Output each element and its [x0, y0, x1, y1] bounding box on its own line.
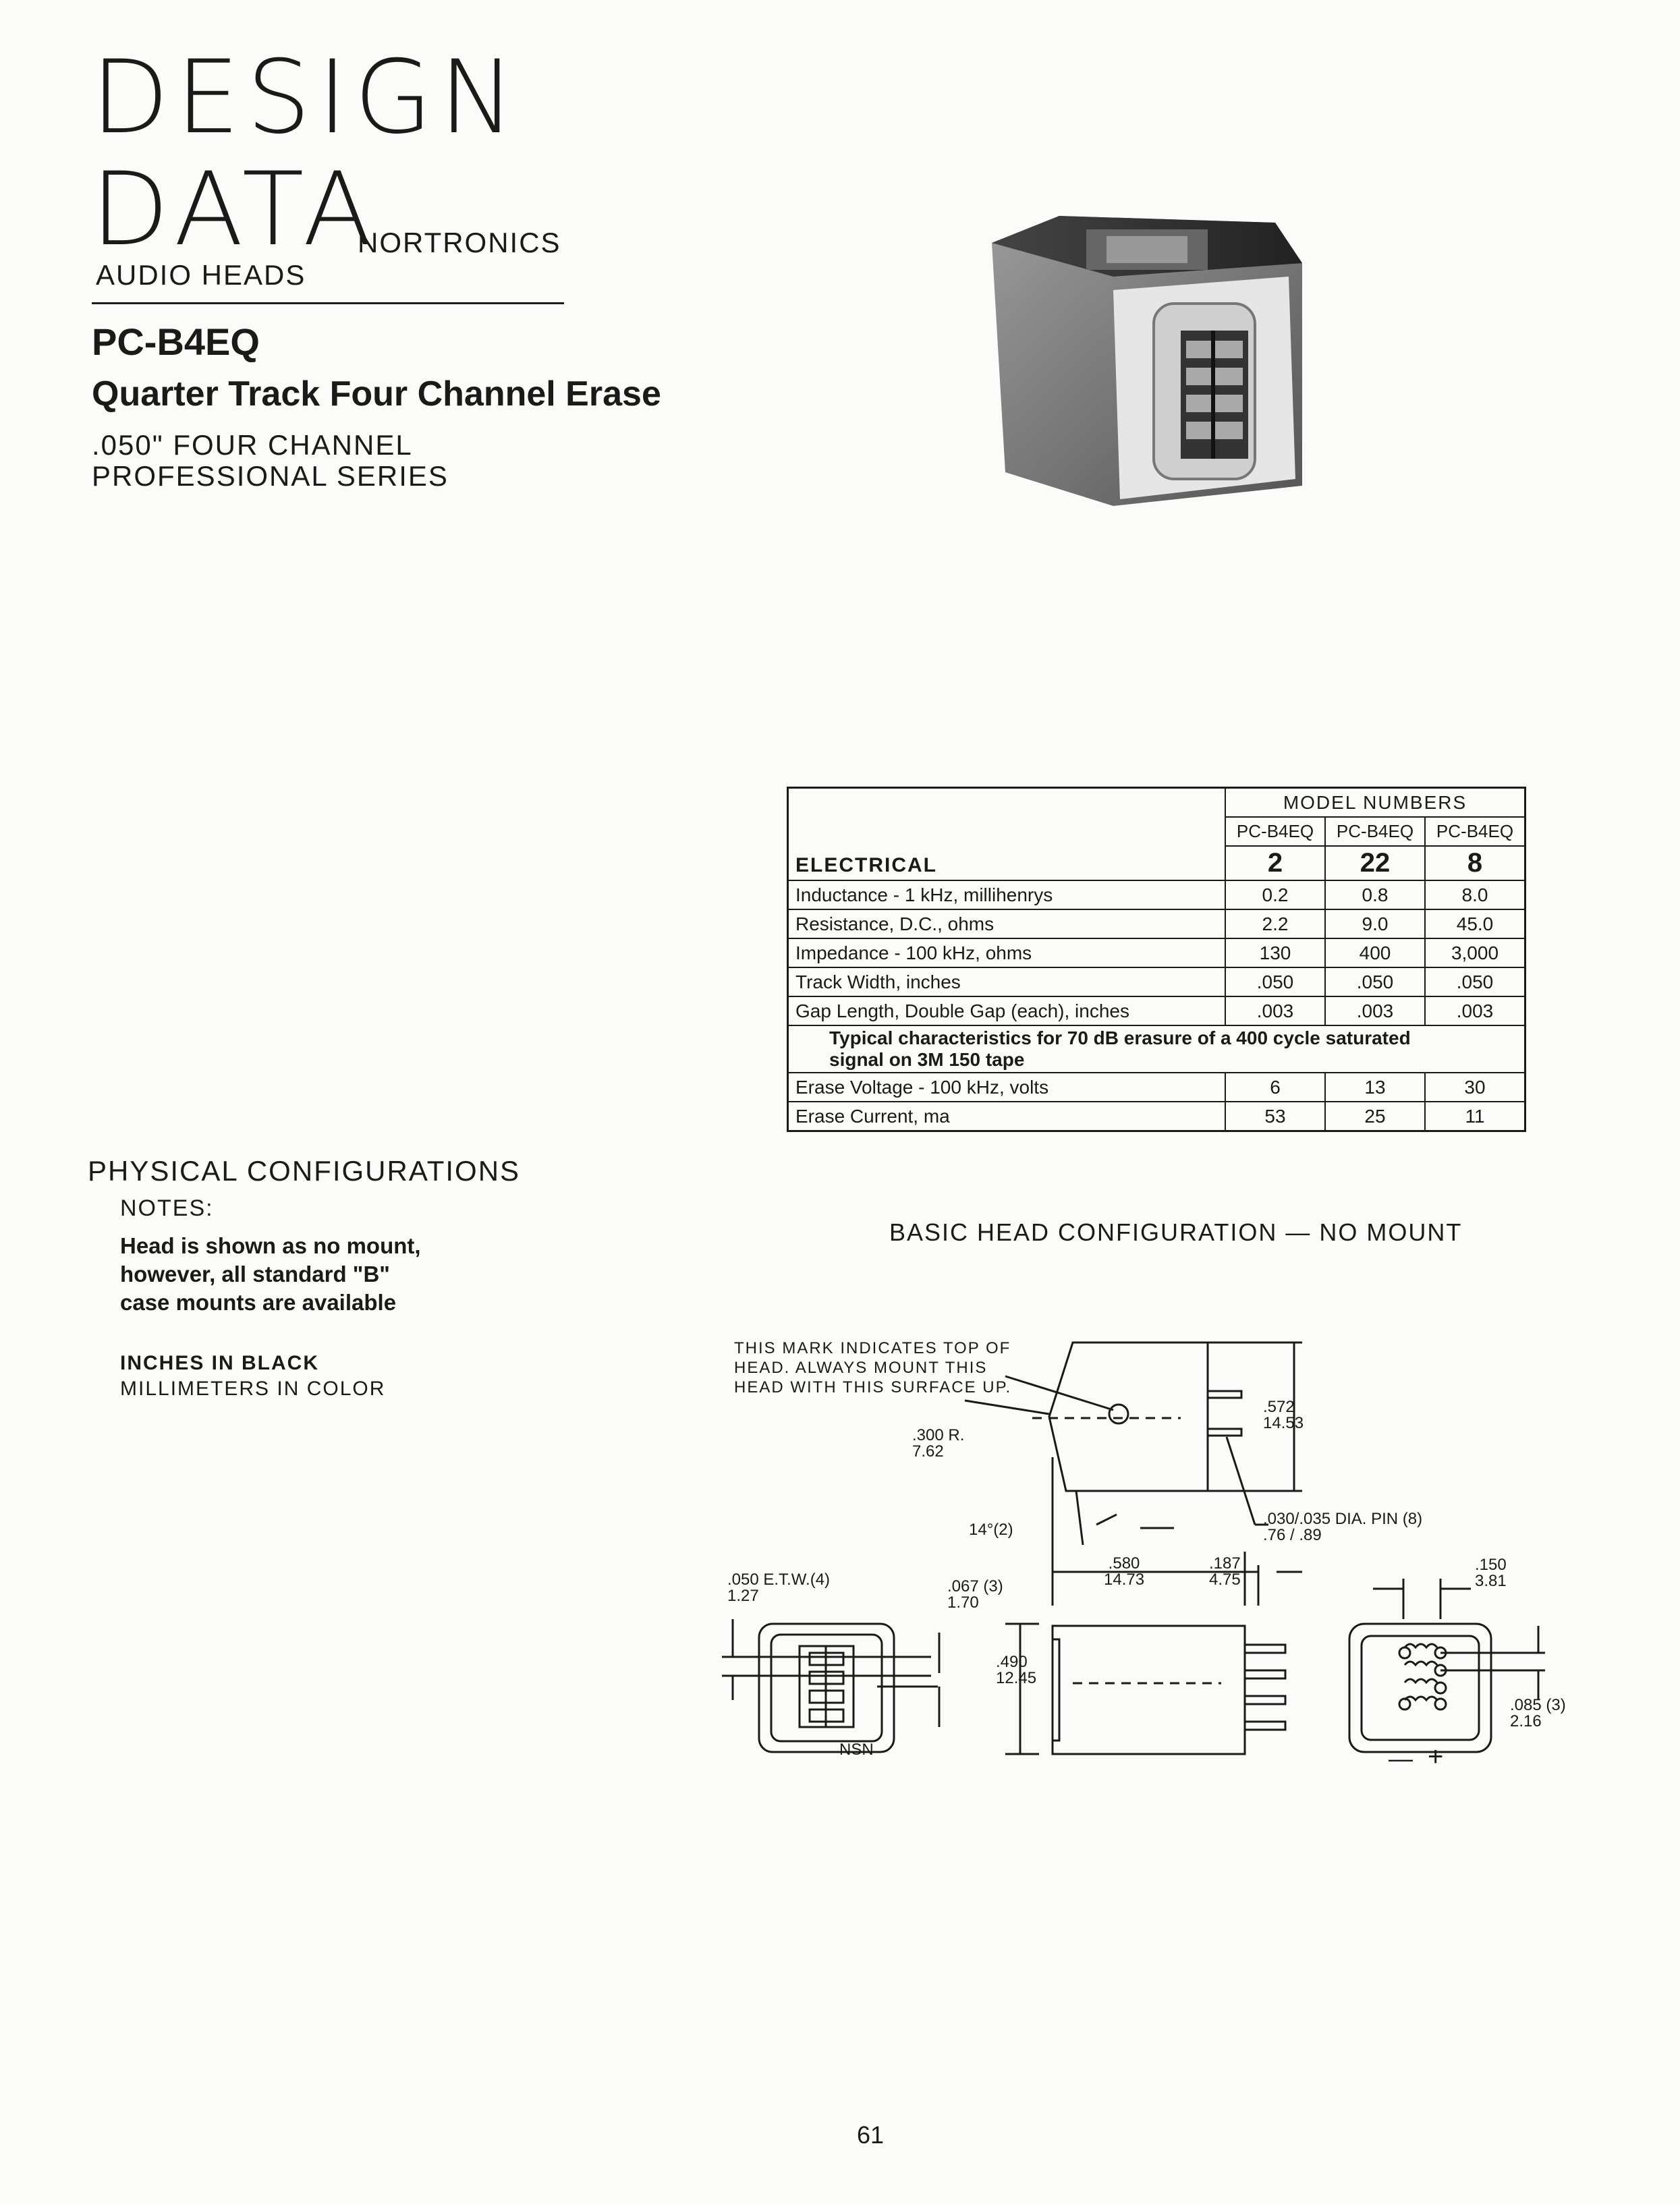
pinlen-in: .187 [1209, 1554, 1241, 1573]
cell-value: 400 [1325, 938, 1425, 967]
pin-in: .030/.035 DIA. PIN (8) [1263, 1510, 1423, 1528]
cell-value: 130 [1225, 938, 1325, 967]
rear-view [1349, 1579, 1545, 1752]
face-mm: 12.45 [996, 1669, 1037, 1687]
row-label: Erase Current, ma [788, 1102, 1226, 1131]
etw-in: .050 E.T.W.(4) [727, 1571, 831, 1589]
model-title: PC-B4EQ [92, 320, 260, 363]
depth-in: .580 [1108, 1554, 1140, 1573]
note-line: however, all standard "B" [120, 1262, 390, 1287]
subtitle-line2: PROFESSIONAL SERIES [92, 460, 449, 492]
mark-note-line: HEAD. ALWAYS MOUNT THIS [734, 1359, 988, 1377]
row-label: Erase Voltage - 100 kHz, volts [788, 1073, 1226, 1102]
row-label: Track Width, inches [788, 967, 1226, 996]
product-title: Quarter Track Four Channel Erase [92, 374, 661, 414]
section-label: ELECTRICAL [788, 788, 1226, 881]
table-row [788, 938, 1525, 967]
row-label: Impedance - 100 kHz, ohms [788, 938, 1226, 967]
polarity-plus: + [1428, 1742, 1444, 1772]
cell-value: 30 [1425, 1073, 1525, 1102]
table-row [788, 880, 1525, 909]
cell-value: .050 [1425, 967, 1525, 996]
header-rule [92, 302, 564, 304]
table-row [788, 967, 1525, 996]
brand-name: NORTRONICS [358, 227, 561, 258]
logo-data: DATA [91, 151, 379, 269]
front-view-label: NSN [839, 1741, 874, 1759]
model-numbers-header: MODEL NUMBERS [1225, 788, 1525, 818]
note-line: case mounts are available [120, 1290, 397, 1315]
cell-value: .050 [1325, 967, 1425, 996]
row-label: Gap Length, Double Gap (each), inches [788, 996, 1226, 1025]
model-suffix: 22 [1325, 846, 1425, 880]
cell-value: 11 [1425, 1102, 1525, 1131]
row-label: Resistance, D.C., ohms [788, 909, 1226, 938]
cell-value: 8.0 [1425, 880, 1525, 909]
cell-value: 2.2 [1225, 909, 1325, 938]
spec-table [787, 787, 1526, 1132]
radius-mm: 7.62 [912, 1442, 944, 1461]
logo-design: DESIGN [91, 39, 522, 157]
head-configuration-diagram [708, 1322, 1599, 1795]
cell-value: .003 [1425, 996, 1525, 1025]
category-label: AUDIO HEADS [96, 259, 306, 291]
height-mm: 14.53 [1263, 1414, 1304, 1432]
table-row [788, 909, 1525, 938]
product-photo [978, 202, 1316, 513]
cell-value: .003 [1325, 996, 1425, 1025]
table-note-line1: Typical characteristics for 70 dB erasure of a 400 cycle saturated [829, 1027, 1411, 1048]
cell-value: 3,000 [1425, 938, 1525, 967]
model-suffix: 2 [1225, 846, 1325, 880]
angle-label: 14°(2) [969, 1521, 1013, 1539]
model-prefix: PC-B4EQ [1225, 817, 1325, 846]
table-row [788, 996, 1525, 1025]
mark-note-line: HEAD WITH THIS SURFACE UP. [734, 1378, 1012, 1396]
cell-value: 53 [1225, 1102, 1325, 1131]
physical-notes [120, 1232, 421, 1317]
page-number: 61 [857, 2121, 885, 2149]
cell-value: 0.8 [1325, 880, 1425, 909]
pinlen-mm: 4.75 [1209, 1571, 1241, 1589]
pinrow-in: .150 [1475, 1556, 1507, 1574]
mark-note-line: THIS MARK INDICATES TOP OF [734, 1339, 1011, 1357]
depth-mm: 14.73 [1104, 1571, 1145, 1589]
polarity-minus: — [1389, 1745, 1413, 1772]
spacing-in: .067 (3) [947, 1577, 1003, 1595]
table-row [788, 1073, 1525, 1102]
subtitle-line1: .050" FOUR CHANNEL [92, 429, 413, 461]
diagram-heading: BASIC HEAD CONFIGURATION — NO MOUNT [889, 1218, 1463, 1246]
physical-heading: PHYSICAL CONFIGURATIONS [88, 1155, 521, 1187]
radius-in: .300 R. [912, 1426, 965, 1444]
cell-value: 0.2 [1225, 880, 1325, 909]
height-in: .572 [1263, 1398, 1295, 1416]
cell-value: .003 [1225, 996, 1325, 1025]
units-mm: MILLIMETERS IN COLOR [120, 1378, 386, 1400]
units-legend [120, 1351, 385, 1402]
table-note-row [788, 1025, 1525, 1073]
cell-value: 25 [1325, 1102, 1425, 1131]
pinpitch-in: .085 (3) [1510, 1696, 1566, 1714]
pinpitch-mm: 2.16 [1510, 1712, 1542, 1730]
units-inches: INCHES IN BLACK [120, 1352, 320, 1374]
model-suffix: 8 [1425, 846, 1525, 880]
pin-mm: .76 / .89 [1263, 1526, 1322, 1544]
table-note-line2: signal on 3M 150 tape [829, 1049, 1025, 1070]
cell-value: 9.0 [1325, 909, 1425, 938]
cell-value: .050 [1225, 967, 1325, 996]
model-prefix: PC-B4EQ [1325, 817, 1425, 846]
notes-label: NOTES: [120, 1195, 214, 1221]
cell-value: 13 [1325, 1073, 1425, 1102]
row-label: Inductance - 1 kHz, millihenrys [788, 880, 1226, 909]
spacing-mm: 1.70 [947, 1593, 979, 1612]
model-prefix: PC-B4EQ [1425, 817, 1525, 846]
side-view [1053, 1626, 1285, 1754]
note-line: Head is shown as no mount, [120, 1233, 421, 1258]
cell-value: 6 [1225, 1073, 1325, 1102]
table-row [788, 1102, 1525, 1131]
cell-value: 45.0 [1425, 909, 1525, 938]
pinrow-mm: 3.81 [1475, 1572, 1507, 1590]
front-view [722, 1619, 1039, 1754]
face-in: .490 [996, 1653, 1028, 1671]
top-view [965, 1343, 1302, 1606]
etw-mm: 1.27 [727, 1587, 759, 1605]
